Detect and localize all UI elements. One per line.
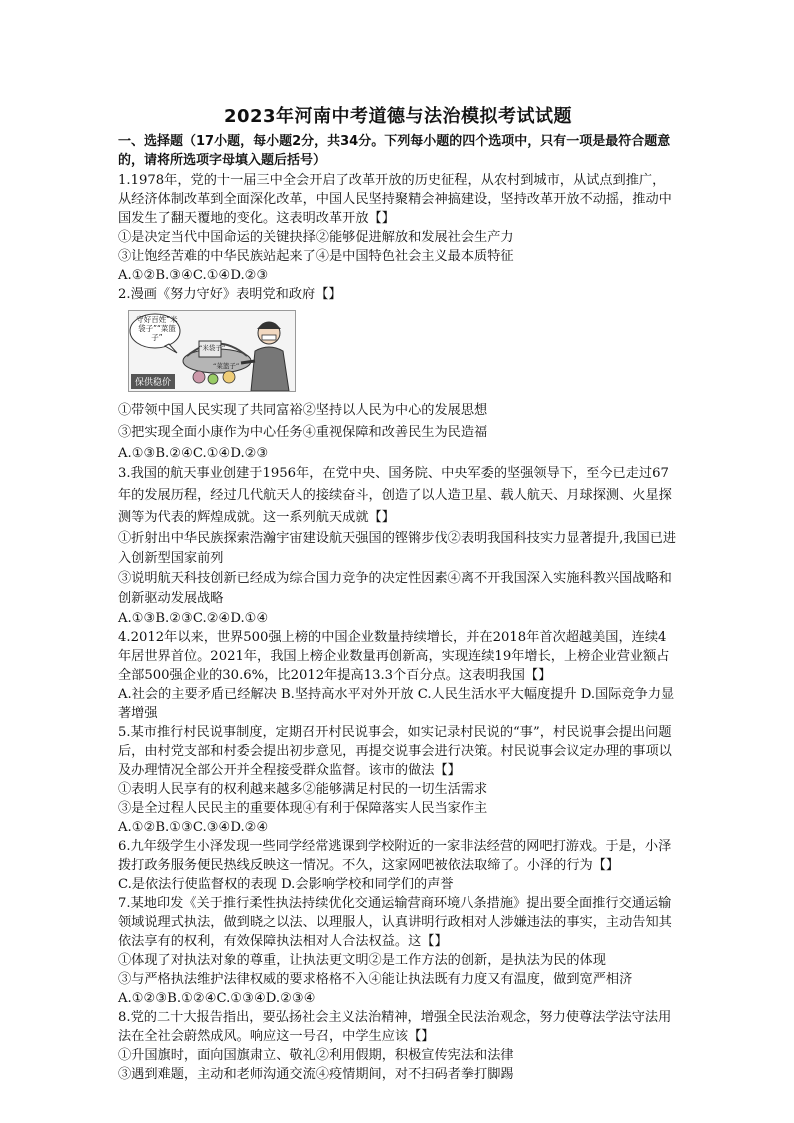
cartoon-caption: 保供稳价 <box>131 374 175 389</box>
cartoon-bag-label: “米袋子” <box>199 344 226 352</box>
question-6 <box>118 837 678 894</box>
cartoon-basket-label: “菜篮子” <box>213 362 240 370</box>
question-5 <box>118 723 678 837</box>
option-line: ①是决定当代中国命运的关键抉择②能够促进解放和发展社会生产力 <box>118 230 514 245</box>
option-line: ③遇到难题，主动和老师沟通交流④疫情期间，对不扫码者拳打脚踢 <box>118 1067 514 1082</box>
question-stem: 1.1978年，党的十一届三中全会开启了改革开放的历史征程，从农村到城市，从试点到推广，从经济体制改革到全面深化改革，中国人民坚持聚精会神搞建设，坚持改革开放不动摇，推动中国发生了翻天覆地的变化。这表明改革开放【】 <box>118 173 672 226</box>
option-line: ①表明人民享有的权利越来越多②能够满足村民的一切生活需求 <box>118 782 488 797</box>
question-2 <box>118 285 678 463</box>
question-4 <box>118 628 678 723</box>
answer-choices: A.①②B.①③C.③④D.②④ <box>118 820 269 835</box>
option-line: ①体现了对执法对象的尊重，让执法更文明②是工作方法的创新，是执法为民的体现 <box>118 953 606 968</box>
question-stem: 6.九年级学生小泽发现一些同学经常逃课到学校附近的一家非法经营的网吧打游戏。于是，小泽拨打政务服务便民热线反映这一情况。不久，这家网吧被依法取缔了。小泽的行为【】 <box>118 839 672 873</box>
option-line: ①带领中国人民实现了共同富裕②坚持以人民为中心的发展思想 <box>118 403 488 418</box>
answer-choices: C.是依法行使监督权的表现 D.会影响学校和同学们的声誉 <box>118 877 454 892</box>
page-title: 2023年河南中考道德与法治模拟考试试题 <box>223 106 573 127</box>
question-stem: 4.2012年以来，世界500强上榜的中国企业数量持续增长，并在2018年首次超越美国，连续4年居世界首位。2021年，我国上榜企业数量再创新高，实现连续19年增长，上榜企业营业额占全部500强企业的30.6%，比2012年提高13.3个百分点。这表明我国【】 <box>118 630 670 683</box>
question-stem: 5.某市推行村民说事制度，定期召开村民说事会，如实记录村民说的“事”，村民说事会提出问题后，由村党支部和村委会提出初步意见，再提交说事会进行决策。村民说事会议定办理的事项以及办理情况全部公开并全程接受群众监督。该市的做法【】 <box>118 725 672 778</box>
option-line: ①折射出中华民族探索浩瀚宇宙建设航天强国的铿锵步伐②表明我国科技实力显著提升,我国已进入创新型国家前列 <box>118 531 677 566</box>
question-stem: 2.漫画《努力守好》表明党和政府【】 <box>118 287 342 302</box>
question-stem: 7.某地印发《关于推行柔性执法持续优化交通运输营商环境八条措施》提出要全面推行交通运输领域说理式执法，做到晓之以法、以理服人，认真讲明行政相对人涉嫌违法的事实，主动告知其依法享有的权利，有效保障执法相对人合法权益。这【】 <box>118 896 672 949</box>
option-line: ③说明航天科技创新已经成为综合国力竞争的决定性因素④离不开我国深入实施科教兴国战略和创新驱动发展战略 <box>118 571 672 606</box>
question-8 <box>118 1008 678 1084</box>
cartoon-bubble-text: 守好百姓“米袋子”“菜篮子” <box>136 315 178 342</box>
option-line: ③让饱经苦难的中华民族站起来了④是中国特色社会主义最本质特征 <box>118 249 514 264</box>
page-content <box>118 98 678 1084</box>
cartoon-image <box>128 310 296 392</box>
question-7 <box>118 894 678 1008</box>
option-line: ③把实现全面小康作为中心任务④重视保障和改善民生为民造福 <box>118 425 488 440</box>
answer-choices: A.①②③B.①②④C.①③④D.②③④ <box>118 991 316 1006</box>
question-stem: 8.党的二十大报告指出，要弘扬社会主义法治精神，增强全民法治观念，努力使尊法学法守法用法在全社会蔚然成风。响应这一号召，中学生应该【】 <box>118 1010 672 1044</box>
answer-choices: A.社会的主要矛盾已经解决 B.坚持高水平对外开放 C.人民生活水平大幅度提升 D.国际竞争力显著增强 <box>118 687 675 721</box>
section-heading: 一、选择题（17小题，每小题2分，共34分。下列每小题的四个选项中，只有一项是最符合题意的，请将所选项字母填入题后括号） <box>118 134 671 168</box>
answer-choices: A.①②B.③④C.①④D.②③ <box>118 268 269 283</box>
question-1 <box>118 171 678 285</box>
option-line: ③与严格执法维护法律权威的要求格格不入④能让执法既有力度又有温度，做到宽严相济 <box>118 972 633 987</box>
question-stem: 3.我国的航天事业创建于1956年，在党中央、国务院、中央军委的坚强领导下，至今已走过67年的发展历程，经过几代航天人的接续奋斗，创造了以人造卫星、载人航天、月球探测、火星探测等为代表的辉煌成就。这一系列航天成就【】 <box>118 466 672 525</box>
question-3 <box>118 463 678 628</box>
option-line: ③是全过程人民民主的重要体现④有利于保障落实人民当家作主 <box>118 801 488 816</box>
answer-choices: A.①③B.②③C.②④D.①④ <box>118 611 269 626</box>
option-line: ①升国旗时，面向国旗肃立、敬礼②利用假期，积极宣传宪法和法律 <box>118 1048 514 1063</box>
answer-choices: A.①③B.②④C.①④D.②③ <box>118 446 269 461</box>
